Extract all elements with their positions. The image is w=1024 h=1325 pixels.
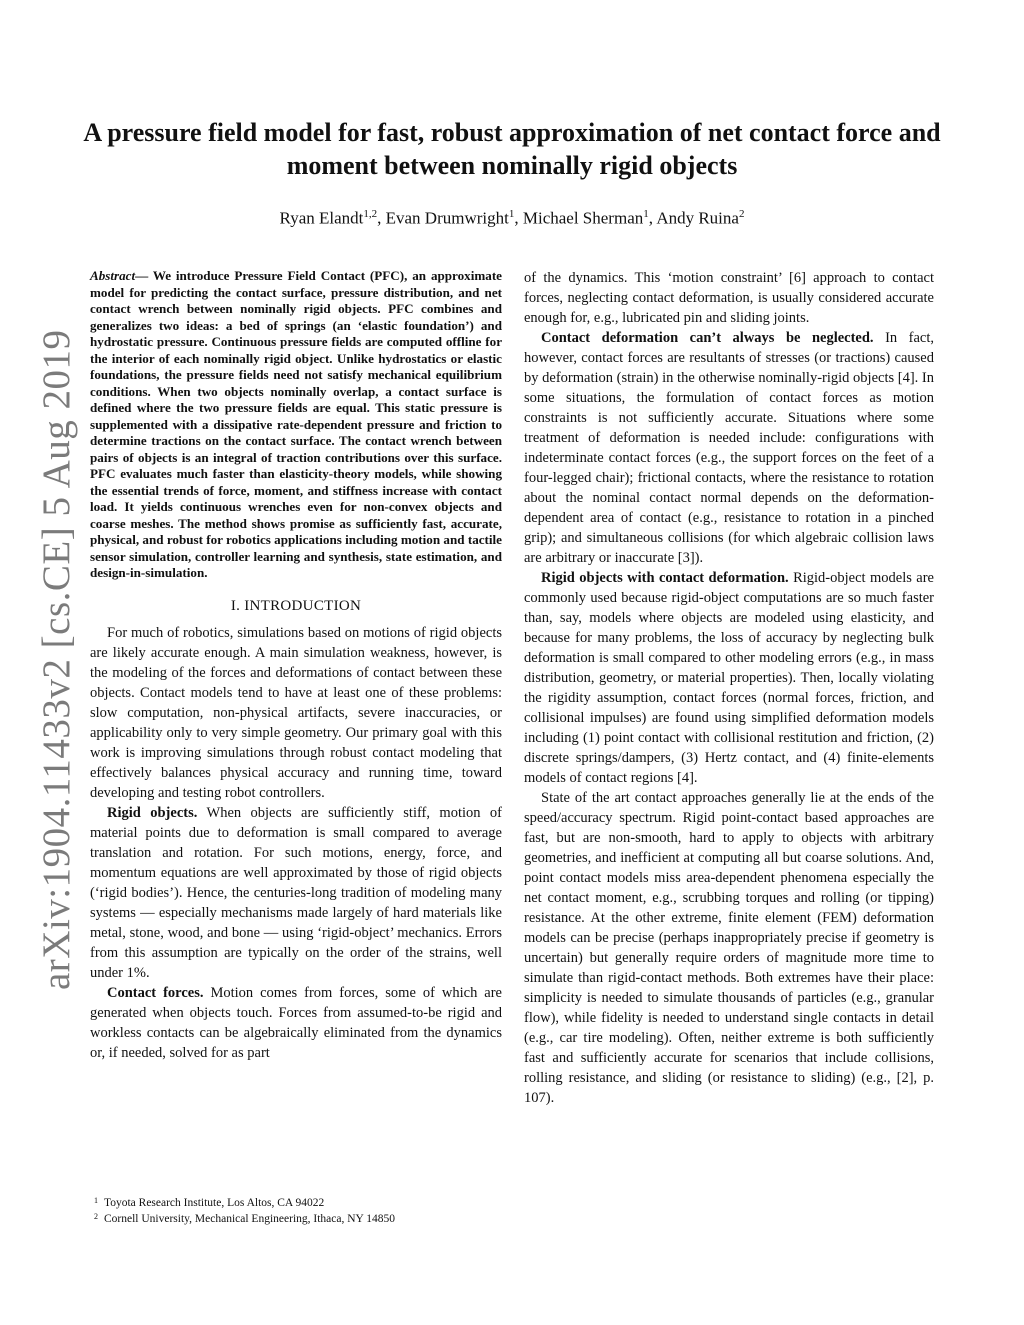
- abstract-label: Abstract: [90, 268, 136, 283]
- body-paragraph: [524, 268, 934, 328]
- footnote: [90, 1195, 502, 1211]
- footnotes: [90, 1195, 502, 1227]
- body-paragraph: [90, 983, 502, 1063]
- paragraph-text: Rigid-object models are commonly used because rigid-object computations are so much faster than, say, models where objects are modeled using elasticity, and because for many problems, the loss of accuracy by neglecting bulk deformation is small compared to other modeling errors (e.g., in mass distribution, geometry, or material properties). Then, locally violating the rigidity assumption, contact forces (normal forces, friction, and collisional impulses) are found using simplified deformation models including (1) point contact with collisional restitution and friction, (2) discrete springs/dampers, (3) Hertz contact, and (4) finite-elements models of contact regions [4].: [524, 570, 934, 786]
- arxiv-identifier: arXiv:1904.11433v2 [cs.CE] 5 Aug 2019: [35, 329, 78, 990]
- body-paragraph: [524, 328, 934, 568]
- author-name: Andy Ruina: [656, 208, 739, 228]
- abstract-text: — We introduce Pressure Field Contact (PFC), an approximate model for predicting the contact surface, pressure distribution, and net contact wrench between nominally rigid objects. PFC combines and generalizes two ideas: a bed of springs (an ‘elastic foundation’) and hydrostatic pressure. Continuous pressure fields are computed offline for the interior of each nominally rigid object. Unlike hydrostatics or elastic foundations, the pressure fields need not satisfy mechanical equilibrium conditions. When two objects nominally overlap, a contact surface is defined where the two pressure fields are equal. This static pressure is supplemented with a dissipative rate-dependent pressure and friction to determine tractions on the contact surface. The contact wrench between pairs of objects is an integral of traction contributions over this surface. PFC evaluates much faster than elasticity-theory models, while showing the essential trends of force, moment, and stiffness increase with contact load. It yields continuous wrenches even for non-convex objects and coarse meshes. The method shows promise as sufficiently fast, accurate, physical, and robust for robotics applications including motion and tactile sensor simulation, controller learning and synthesis, state estimation, and design-in-simulation.: [90, 268, 502, 580]
- left-column: [90, 268, 502, 1063]
- footnote-mark: 2: [94, 1212, 98, 1221]
- author-name: Michael Sherman: [522, 208, 644, 228]
- section-heading: I. INTRODUCTION: [230, 597, 362, 614]
- paragraph-heading: Contact forces.: [107, 984, 204, 1001]
- footnote-text: Toyota Research Institute, Los Altos, CA 94022: [104, 1197, 325, 1209]
- right-column: [524, 268, 934, 1108]
- body-paragraph: [524, 788, 934, 1108]
- paragraph-heading: Contact deformation can’t always be neglected.: [541, 330, 874, 346]
- paragraph-text: In fact, however, contact forces are resultants of stresses (or tractions) caused by deformation (strain) in the otherwise nominally-rigid objects [4]. In some situations, the formulation of contact forces as motion constraints is not sufficiently accurate. Situations where some treatment of deformation is needed include: configurations with indeterminate contact forces (e.g., the support forces on the feet of a four-legged chair); frictional contacts, where the resistance to rotation about the nominal contact normal depends on the deformation-dependent area of contact (e.g., resistance to rotation in a pinched grip); and simultaneous collisions (for which algebraic collision laws are arbitrary or inaccurate [3]).: [524, 330, 934, 566]
- paragraph-text: Motion comes from forces, some of which are generated when objects touch. Forces from assumed-to-be rigid and workless contacts can be algebraically eliminated from the dynamics or, if needed, solved for as part: [90, 984, 502, 1061]
- body-paragraph: [524, 568, 934, 788]
- paragraph-text: For much of robotics, simulations based on motions of rigid objects are likely accurate enough. A main simulation weakness, however, is the modeling of the forces and deformations of contact between these objects. Contact models tend to have at least one of these problems: slow computation, non-physical artifacts, severe inaccuracies, or applicability only to very simple geometry. Our primary goal with this work is improving simulations through robust contact modeling that effectively balances physical accuracy and running time, toward developing and testing robot controllers.: [90, 624, 502, 801]
- paragraph-heading: Rigid objects with contact deformation.: [541, 570, 789, 586]
- author-affiliation: 1,2: [363, 208, 378, 220]
- author-affiliation: 1: [508, 208, 515, 220]
- paragraph-text: of the dynamics. This ‘motion constraint’ [6] approach to contact forces, neglecting contact deformation, is usually considered accurate enough for, e.g., lubricated pin and sliding joints.: [524, 270, 934, 326]
- footnote-text: Cornell University, Mechanical Engineering, Ithaca, NY 14850: [104, 1213, 396, 1225]
- arxiv-side-stamp: [6, 60, 78, 990]
- body-paragraph: [90, 803, 502, 983]
- abstract: [90, 268, 502, 582]
- author-affiliation: 1: [643, 208, 649, 220]
- footnote-mark: 1: [94, 1196, 98, 1205]
- author-name: Evan Drumwright: [385, 208, 509, 228]
- paragraph-text: When objects are sufficiently stiff, motion of material points due to deformation is small compared to average translation and rotation. For such motions, energy, force, and momentum equations are well approximated by those of rigid objects (‘rigid bodies’). Hence, the centuries-long tradition of modeling many systems — especially mechanisms made largely of hard materials like metal, stone, wood, and bone — using ‘rigid-object’ mechanics. Errors from this assumption are typically on the order of the strains, well under 1%.: [90, 804, 502, 981]
- paragraph-heading: Rigid objects.: [107, 804, 198, 821]
- footnote: [90, 1211, 502, 1227]
- paper-title: A pressure field model for fast, robust approximation of net contact force and moment between nominally rigid objects: [83, 118, 941, 180]
- paragraph-text: State of the art contact approaches generally lie at the ends of the speed/accuracy spectrum. Rigid point-contact based approaches are fast, but are non-smooth, hard to apply to objects with arbitrary geometries, and inefficient at computing all but coarse solutions. And, point contact models miss area-dependent phenomena especially the net contact moment, e.g., scrubbing torques and rolling (or tipping) resistance. At the other extreme, finite element (FEM) deformation models can be precise (perhaps inappropriately precise if geometry is uncertain) but generally require orders of magnitude more time to simulate than rigid-contact methods. Both extremes have their place: simplicity is needed to simulate thousands of particles (e.g., granular flow), while fidelity is needed to understand single contacts in detail (e.g., car tire modeling). Often, neither extreme is both sufficiently fast and sufficiently accurate for scenarios that include collisions, rolling resistance, and sliding (or resistance to sliding) (e.g., [2], p. 107).: [524, 790, 934, 1106]
- author-list: Ryan Elandt$^{1,2}$, Evan Drumwright$^1$, Michael Sherman$^1$, Andy Ruina$^2$: [279, 208, 745, 228]
- body-paragraph: [90, 623, 502, 803]
- author-name: Ryan Elandt: [279, 208, 364, 228]
- author-affiliation: 2: [738, 208, 745, 220]
